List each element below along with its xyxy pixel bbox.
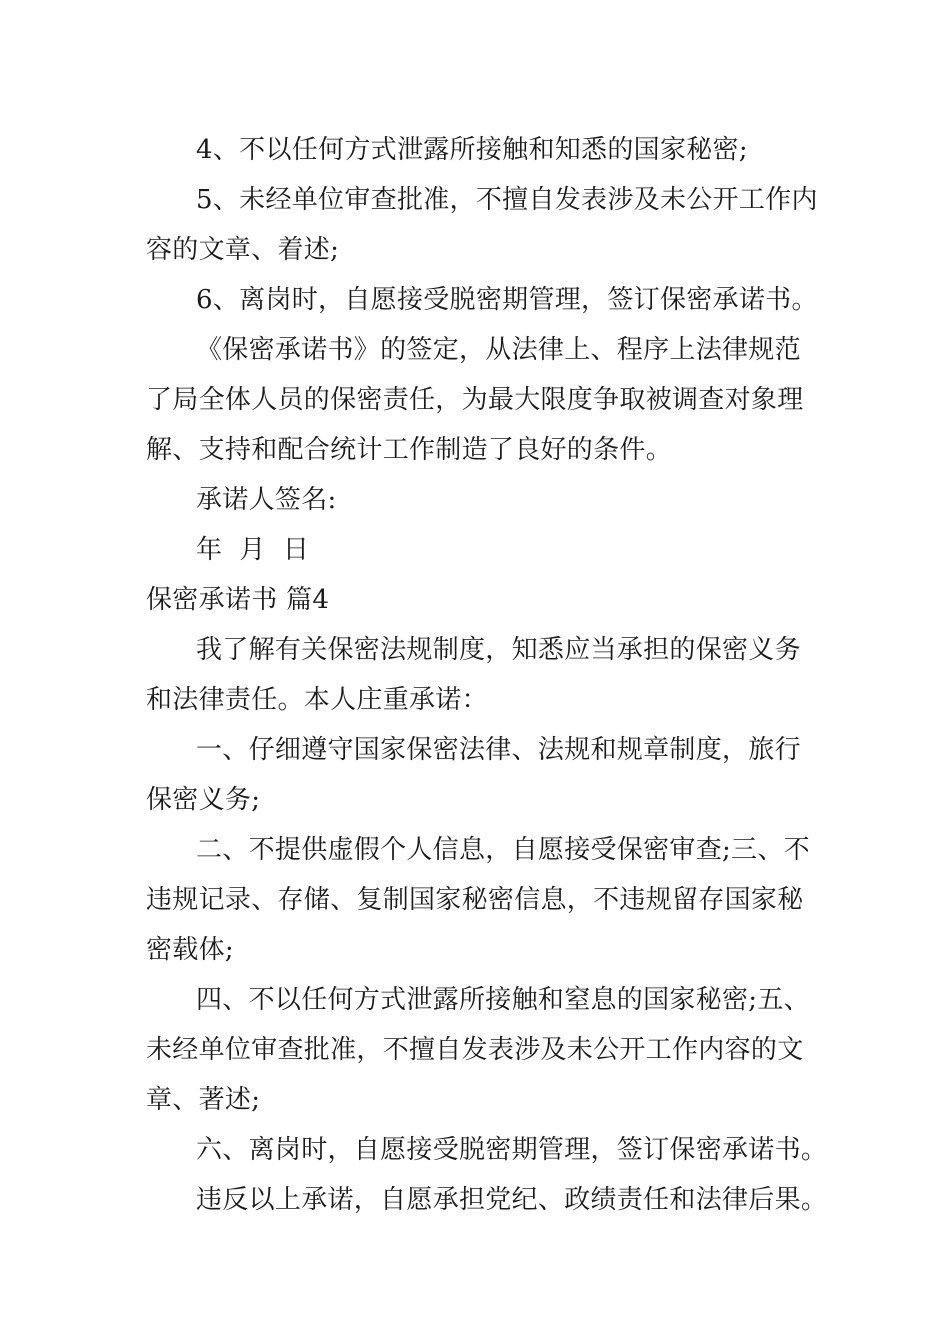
date-label: 年 月 日 — [196, 535, 310, 565]
signature-label: 承诺人签名: — [196, 485, 337, 515]
text-line: 密载体; — [146, 935, 234, 965]
text-line: 违规记录、存储、复制国家秘密信息，不违规留存国家秘 — [146, 885, 804, 915]
text-line: 容的文章、着述; — [146, 235, 340, 265]
text-line: 二、不提供虚假个人信息，自愿接受保密审查;三、不 — [196, 835, 810, 865]
text-line: 4、不以任何方式泄露所接触和知悉的国家秘密; — [196, 135, 748, 165]
text-line: 章、著述; — [146, 1085, 261, 1115]
text-line: 我了解有关保密法规制度，知悉应当承担的保密义务 — [196, 635, 801, 665]
text-line: 和法律责任。本人庄重承诺： — [146, 685, 488, 715]
text-line: 5、未经单位审查批准，不擅自发表涉及未公开工作内 — [196, 185, 818, 215]
section-heading: 保密承诺书 篇4 — [146, 585, 330, 615]
text-line: 未经单位审查批准，不擅自发表涉及未公开工作内容的文 — [146, 1035, 804, 1065]
text-line: 解、支持和配合统计工作制造了良好的条件。 — [146, 435, 673, 465]
text-line: 违反以上承诺，自愿承担党纪、政绩责任和法律后果。 — [196, 1185, 828, 1215]
text-line: 六、离岗时，自愿接受脱密期管理，签订保密承诺书。 — [196, 1135, 828, 1165]
text-line: 保密义务; — [146, 785, 261, 815]
text-line: 《保密承诺书》的签定，从法律上、程序上法律规范 — [196, 335, 801, 365]
text-line: 四、不以任何方式泄露所接触和窒息的国家秘密;五、 — [196, 985, 810, 1015]
text-line: 一、仔细遵守国家保密法律、法规和规章制度，旅行 — [196, 735, 801, 765]
text-line: 6、离岗时，自愿接受脱密期管理，签订保密承诺书。 — [196, 285, 818, 315]
text-line: 了局全体人员的保密责任，为最大限度争取被调查对象理 — [146, 385, 804, 415]
